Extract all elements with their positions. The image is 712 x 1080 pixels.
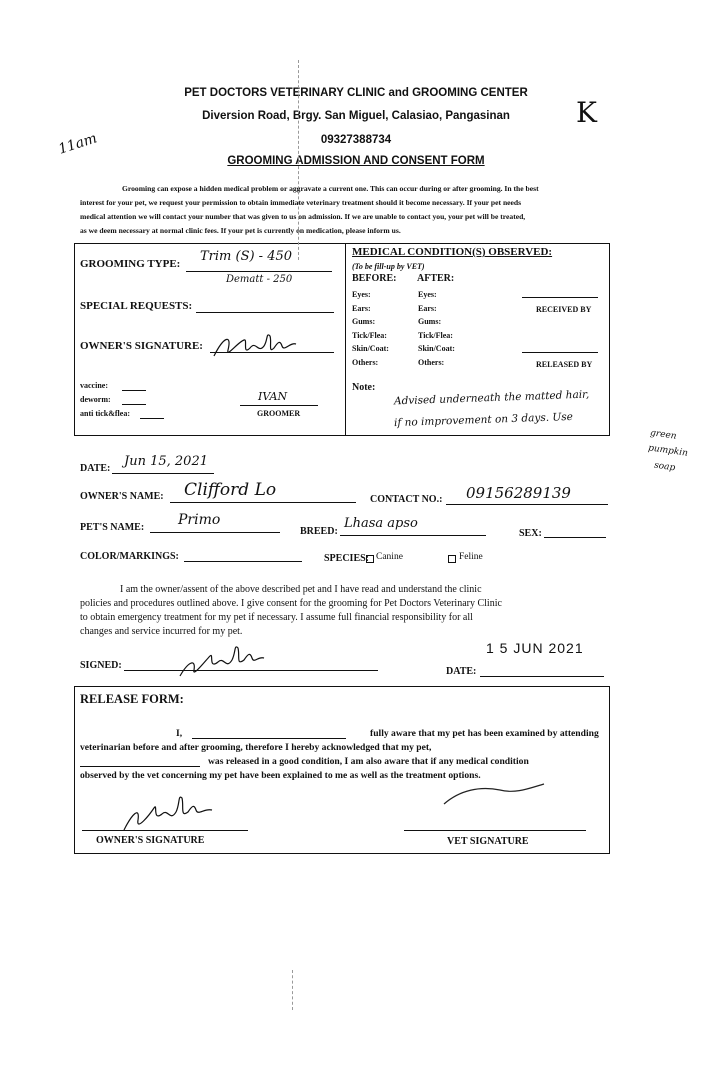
- groomer-name: IVAN: [258, 390, 288, 403]
- intro-line: as we deem necessary at normal clinic fees. If your pet is currently on medication, please inform us.: [80, 226, 401, 235]
- vet-signature-image: [440, 780, 550, 814]
- sex-label: SEX:: [519, 528, 542, 539]
- before-label: BEFORE:: [352, 273, 397, 284]
- color-label: COLOR/MARKINGS:: [80, 551, 179, 562]
- special-requests-label: SPECIAL REQUESTS:: [80, 300, 193, 312]
- received-by-line[interactable]: [522, 297, 598, 298]
- side-note-2: pumpkin: [647, 443, 689, 459]
- consent-date-label: DATE:: [446, 666, 477, 677]
- breed-line[interactable]: [340, 535, 486, 536]
- release-owner-sig-line[interactable]: [82, 830, 248, 831]
- date-label: DATE:: [80, 463, 111, 474]
- owner-signature-label: OWNER'S SIGNATURE:: [80, 340, 203, 352]
- release-paragraph: [80, 727, 610, 783]
- note-line-2[interactable]: if no improvement on 3 days. Use: [393, 410, 574, 430]
- time-note: 11am: [56, 130, 99, 158]
- signed-label: SIGNED:: [80, 660, 122, 671]
- after-row-skin[interactable]: Skin/Coat:: [418, 344, 455, 353]
- medical-title: MEDICAL CONDITION(S) OBSERVED:: [352, 246, 553, 258]
- release-title: RELEASE FORM:: [80, 692, 184, 706]
- side-note-1: green: [649, 428, 678, 442]
- contact-value[interactable]: 09156289139: [466, 484, 571, 502]
- corner-mark: K: [576, 96, 597, 129]
- fold-line-bottom: [292, 970, 293, 1010]
- after-row-ears[interactable]: Ears:: [418, 303, 437, 313]
- clinic-phone: 09327388734: [320, 134, 392, 146]
- release-line-1-end: fully aware that my pet has been examined by attending: [370, 728, 599, 739]
- feline-checkbox[interactable]: [448, 555, 456, 563]
- groomer-label: GROOMER: [257, 409, 301, 418]
- clinic-address: Diversion Road, Brgy. San Miguel, Calasiao, Pangasinan: [202, 110, 510, 122]
- antitick-line[interactable]: [140, 418, 164, 419]
- after-rows: [418, 288, 490, 369]
- side-note-3: soap: [653, 460, 676, 474]
- vaccine-line[interactable]: [122, 390, 146, 391]
- note-line-1[interactable]: Advised underneath the matted hair,: [393, 388, 590, 408]
- before-rows: [352, 288, 424, 369]
- consent-paragraph: [80, 583, 610, 639]
- sex-line[interactable]: [544, 537, 606, 538]
- before-row-ears[interactable]: Ears:: [352, 303, 371, 313]
- vet-sig-label: VET SIGNATURE: [447, 836, 529, 847]
- vaccine-label: vaccine:: [80, 381, 108, 390]
- after-row-tick[interactable]: Tick/Flea:: [418, 330, 453, 340]
- before-row-eyes[interactable]: Eyes:: [352, 290, 371, 299]
- grooming-type-label: GROOMING TYPE:: [80, 258, 181, 270]
- consent-line: policies and procedures outlined above. I give consent for the grooming for Pet Doctors Veterinary Clinic: [80, 598, 502, 609]
- special-requests-line[interactable]: [196, 312, 334, 313]
- breed-value[interactable]: Lhasa apso: [344, 516, 418, 531]
- grooming-type-value[interactable]: Trim (S) - 450: [200, 249, 293, 264]
- date-line[interactable]: [112, 473, 214, 474]
- owner-name-value[interactable]: Clifford Lo: [184, 480, 277, 500]
- before-row-others[interactable]: Others:: [352, 357, 379, 367]
- after-row-others[interactable]: Others:: [418, 357, 445, 367]
- intro-line: Grooming can expose a hidden medical problem or aggravate a current one. This can occur during or after grooming. In the best: [122, 184, 539, 193]
- species-label: SPECIES:: [324, 553, 370, 564]
- released-by-line[interactable]: [522, 352, 598, 353]
- fold-line-top: [298, 60, 299, 260]
- grooming-type-value-2[interactable]: Dematt - 250: [226, 274, 293, 285]
- pet-name-line[interactable]: [150, 532, 280, 533]
- consent-date-line[interactable]: [480, 676, 604, 677]
- color-line[interactable]: [184, 561, 302, 562]
- pet-name-label: PET'S NAME:: [80, 522, 145, 533]
- release-name-line[interactable]: [192, 738, 346, 739]
- consent-signature-image: [176, 640, 266, 682]
- note-label: Note:: [352, 382, 376, 393]
- antitick-label: anti tick&flea:: [80, 409, 130, 418]
- canine-label: Canine: [376, 552, 403, 562]
- deworm-line[interactable]: [122, 404, 146, 405]
- after-row-eyes[interactable]: Eyes:: [418, 290, 437, 299]
- canine-checkbox[interactable]: [366, 555, 374, 563]
- release-pet-line[interactable]: [80, 766, 200, 767]
- consent-line: I am the owner/assent of the above described pet and I have read and understand the clinic: [120, 584, 482, 595]
- release-owner-sig-label: OWNER'S SIGNATURE: [96, 835, 205, 846]
- medical-subtitle: (To be fill-up by VET): [352, 262, 425, 271]
- owner-name-line[interactable]: [170, 502, 356, 503]
- date-value[interactable]: Jun 15, 2021: [124, 454, 208, 469]
- box-divider: [345, 243, 346, 436]
- date-stamp: 1 5 JUN 2021: [486, 640, 584, 656]
- after-row-gums[interactable]: Gums:: [418, 317, 442, 326]
- contact-line[interactable]: [446, 504, 608, 505]
- release-line-1-start: I,: [176, 728, 183, 739]
- release-line-2: veterinarian before and after grooming, therefore I hereby acknowledged that my pet,: [80, 742, 432, 753]
- vet-sig-line[interactable]: [404, 830, 586, 831]
- before-row-skin[interactable]: Skin/Coat:: [352, 344, 389, 353]
- release-line-4: observed by the vet concerning my pet have been explained to me as well as the treatment options.: [80, 770, 481, 781]
- consent-line: changes and service incurred for my pet.: [80, 626, 243, 637]
- intro-line: medical attention we will contact your number that was given to us on admission. If we are unable to contact you, your pet will be treated,: [80, 212, 526, 221]
- clinic-name: PET DOCTORS VETERINARY CLINIC and GROOMING CENTER: [184, 87, 528, 99]
- deworm-label: deworm:: [80, 395, 111, 404]
- groomer-line: [240, 405, 318, 406]
- form-title: GROOMING ADMISSION AND CONSENT FORM: [227, 155, 485, 167]
- after-label: AFTER:: [417, 273, 455, 284]
- pet-name-value[interactable]: Primo: [178, 512, 221, 528]
- grooming-type-line: [186, 271, 332, 272]
- feline-label: Feline: [459, 552, 483, 562]
- owner-signature-image: [208, 328, 304, 368]
- intro-line: interest for your pet, we request your permission to obtain immediate veterinary treatment should it become necessary. If your pet needs: [80, 198, 522, 207]
- intro-paragraph: [80, 182, 642, 238]
- consent-line: to obtain emergency treatment for my pet if necessary. I assume full financial responsibility for all: [80, 612, 473, 623]
- release-line-3-end: was released in a good condition, I am also aware that if any medical condition: [208, 756, 529, 767]
- before-row-tick[interactable]: Tick/Flea:: [352, 330, 387, 340]
- received-by-label: RECEIVED BY: [536, 305, 592, 314]
- breed-label: BREED:: [300, 526, 338, 537]
- contact-label: CONTACT NO.:: [370, 494, 443, 505]
- owner-name-label: OWNER'S NAME:: [80, 491, 164, 502]
- before-row-gums[interactable]: Gums:: [352, 317, 376, 326]
- released-by-label: RELEASED BY: [536, 360, 593, 369]
